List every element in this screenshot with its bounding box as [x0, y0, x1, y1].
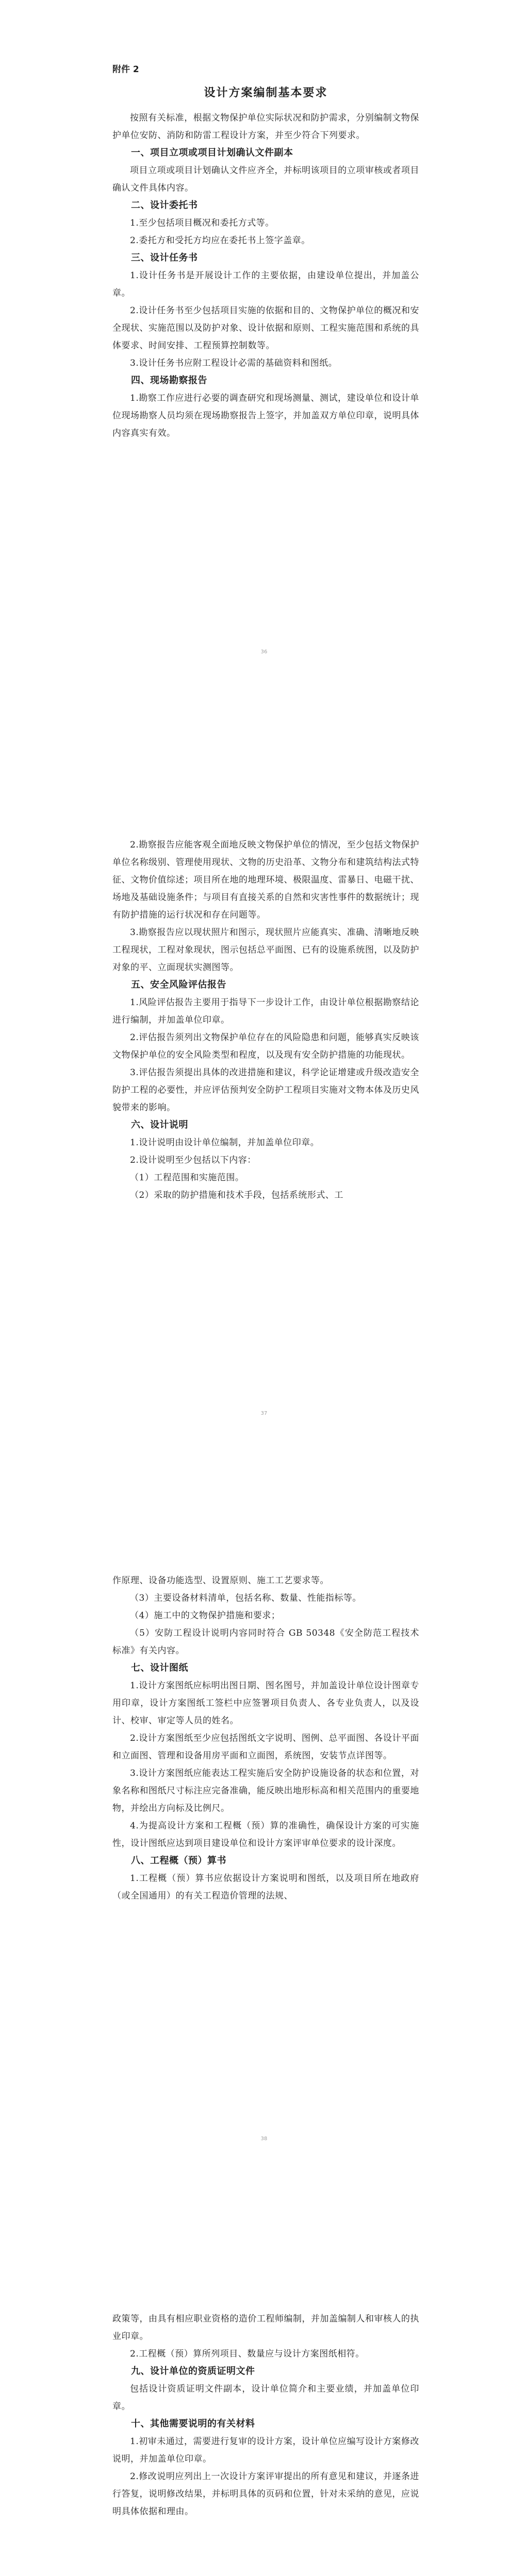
- page-36: [0, 0, 528, 736]
- paragraph: 2.设计方案图纸至少应包括图纸文字说明、图例、总平面图、各设计平面和立面图、管理和设备用房平面和立面图，系统图，安装节点详图等。: [112, 1733, 419, 1761]
- paragraph: 1.风险评估报告主要用于指导下一步设计工作，由设计单位根据勘察结论进行编制，并加盖单位印章。: [112, 997, 419, 1025]
- paragraph: 3.设计方案图纸应能表达工程实施后安全防护设施设备的状态和位置，对象名称和图纸尺寸标注应完备准确，能反映出地形标高和相关范围内的重要地物，并绘出方向标及比例尺。: [112, 1768, 419, 1814]
- paragraph: 项目立项或项目计划确认文件应齐全，并标明该项目的立项审核或者项目确认文件具体内容。: [112, 165, 419, 193]
- appendix-label: 附件 2: [112, 64, 139, 75]
- page-39: [0, 2207, 528, 2576]
- page-37: [0, 736, 528, 1471]
- section-heading-7: 七、设计图纸: [131, 1663, 188, 1673]
- paragraph: 2.勘察报告应能客观全面地反映文物保护单位的情况，至少包括文物保护单位名称级别、管理使用现状、文物的历史沿革、文物分布和建筑结构法式特征、文物价值综述；项目所在地的地理环境、极限温度、雷暴日、电磁干扰、场地及基础设施条件；与项目有直接关系的自然和灾害性事件的数据统计；现有防护措施的运行状况和存在问题等。: [112, 840, 419, 920]
- section-heading-1: 一、项目立项或项目计划确认文件副本: [131, 147, 293, 158]
- section-heading-2: 二、设计委托书: [131, 200, 198, 211]
- page-38: [0, 1471, 528, 2207]
- section-heading-8: 八、工程概（预）算书: [131, 1855, 226, 1866]
- page-content: [112, 836, 419, 1204]
- paragraph: 2.委托方和受托方均应在委托书上签字盖章。: [130, 235, 310, 246]
- section-heading-6: 六、设计说明: [131, 1120, 188, 1130]
- section-heading-4: 四、现场勘察报告: [131, 375, 207, 386]
- paragraph: 2.工程概（预）算所列项目、数量应与设计方案图纸相符。: [130, 2349, 365, 2359]
- list-item: （4）施工中的文物保护措施和要求；: [130, 1611, 280, 1621]
- paragraph: 3.评估报告须提出具体的改进措施和建议，科学论证增建或升级改造安全防护工程的必要性，并应评估预判安全防护工程项目实施对文物本体及历史风貌带来的影响。: [112, 1067, 419, 1113]
- paragraph: 2.设计说明至少包括以下内容：: [130, 1155, 256, 1165]
- list-item: （1）工程范围和实施范围。: [130, 1173, 244, 1183]
- paragraph: 1.设计说明由设计单位编制，并加盖单位印章。: [130, 1138, 320, 1148]
- paragraph-continued: 政策等，由具有相应职业资格的造价工程师编制，并加盖编制人和审核人的执业印章。: [112, 2314, 419, 2342]
- section-heading-5: 五、安全风险评估报告: [131, 979, 226, 990]
- paragraph-continued: 作原理、设备功能选型、设置原则、施工工艺要求等。: [112, 1575, 329, 1586]
- page-content: [112, 0, 419, 442]
- list-item: （5）安防工程设计说明内容同时符合 GB 50348《安全防范工程技术标准》有关内容。: [112, 1628, 419, 1656]
- list-item: （3）主要设备材料清单，包括名称、数量、性能指标等。: [130, 1593, 361, 1603]
- paragraph: 包括设计资质证明文件副本，设计单位简介和主要业绩，并加盖单位印章。: [112, 2384, 419, 2412]
- paragraph: 1.至少包括项目概况和委托方式等。: [130, 218, 274, 228]
- paragraph: 2.修改说明应列出上一次设计方案评审提出的所有意见和建议，并逐条进行答复，说明修改结果，并标明具体的页码和位置，针对未采纳的意见，应说明具体依据和理由。: [112, 2471, 419, 2517]
- paragraph: 1.设计方案图纸应标明出图日期、图名图号，并加盖设计单位设计图章专用印章，设计方案图纸工签栏中应签署项目负责人、各专业负责人，以及设计、校审、审定等人员的姓名。: [112, 1681, 419, 1726]
- page-content: [112, 2310, 419, 2520]
- page-number: 37: [260, 1411, 268, 1416]
- paragraph: 2.设计任务书至少包括项目实施的依据和目的、文物保护单位的概况和安全现状、实施范围以及防护对象、设计依据和原则、工程实施范围和系统的具体要求、时间安排、工程预算控制数等。: [112, 306, 419, 351]
- page-content: [112, 1572, 419, 1905]
- paragraph: 3.设计任务书应附工程设计必需的基础资料和图纸。: [130, 358, 338, 368]
- paragraph: 1.工程概（预）算书应依据设计方案说明和图纸，以及项目所在地政府（或全国通用）的有关工程造价管理的法规、: [112, 1873, 419, 1901]
- paragraph: 4.为提高设计方案和工程概（预）算的准确性，确保设计方案的可实施性，设计图纸应达到项目建设单位和设计方案评审单位要求的设计深度。: [112, 1821, 419, 1849]
- paragraph: 1.勘察工作应进行必要的调查研究和现场测量、测试，建设单位和设计单位现场勘察人员均须在现场勘察报告上签字，并加盖双方单位印章，说明具体内容真实有效。: [112, 393, 419, 438]
- paragraph: 3.勘察报告应以现状照片和图示，现状照片应能真实、准确、清晰地反映工程现状，工程对象现状，图示包括总平面图、已有的设施系统图，以及防护对象的平、立面现状实测图等。: [112, 927, 419, 973]
- section-heading-10: 十、其他需要说明的有关材料: [131, 2418, 255, 2429]
- section-heading-3: 三、设计任务书: [131, 252, 198, 263]
- document-title: 设计方案编制基本要求: [204, 87, 328, 99]
- intro-paragraph: 按照有关标准，根据文物保护单位实际状况和防护需求，分别编制文物保护单位安防、消防和防雷工程设计方案，并至少符合下列要求。: [112, 113, 419, 141]
- paragraph: 1.初审未通过，需要进行复审的设计方案，设计单位应编写设计方案修改说明，并加盖单位印章。: [112, 2436, 419, 2464]
- page-number: 38: [260, 2136, 268, 2142]
- paragraph: 1.设计任务书是开展设计工作的主要依据，由建设单位提出，并加盖公章。: [112, 270, 419, 298]
- page-number: 36: [260, 649, 268, 655]
- list-item: （2）采取的防护措施和技术手段，包括系统形式、工: [130, 1190, 343, 1200]
- section-heading-9: 九、设计单位的资质证明文件: [131, 2366, 255, 2377]
- paragraph: 2.评估报告须列出文物保护单位存在的风险隐患和问题，能够真实反映该文物保护单位的安全风险类型和程度，以及现有安全防护措施的功能现状。: [112, 1032, 419, 1060]
